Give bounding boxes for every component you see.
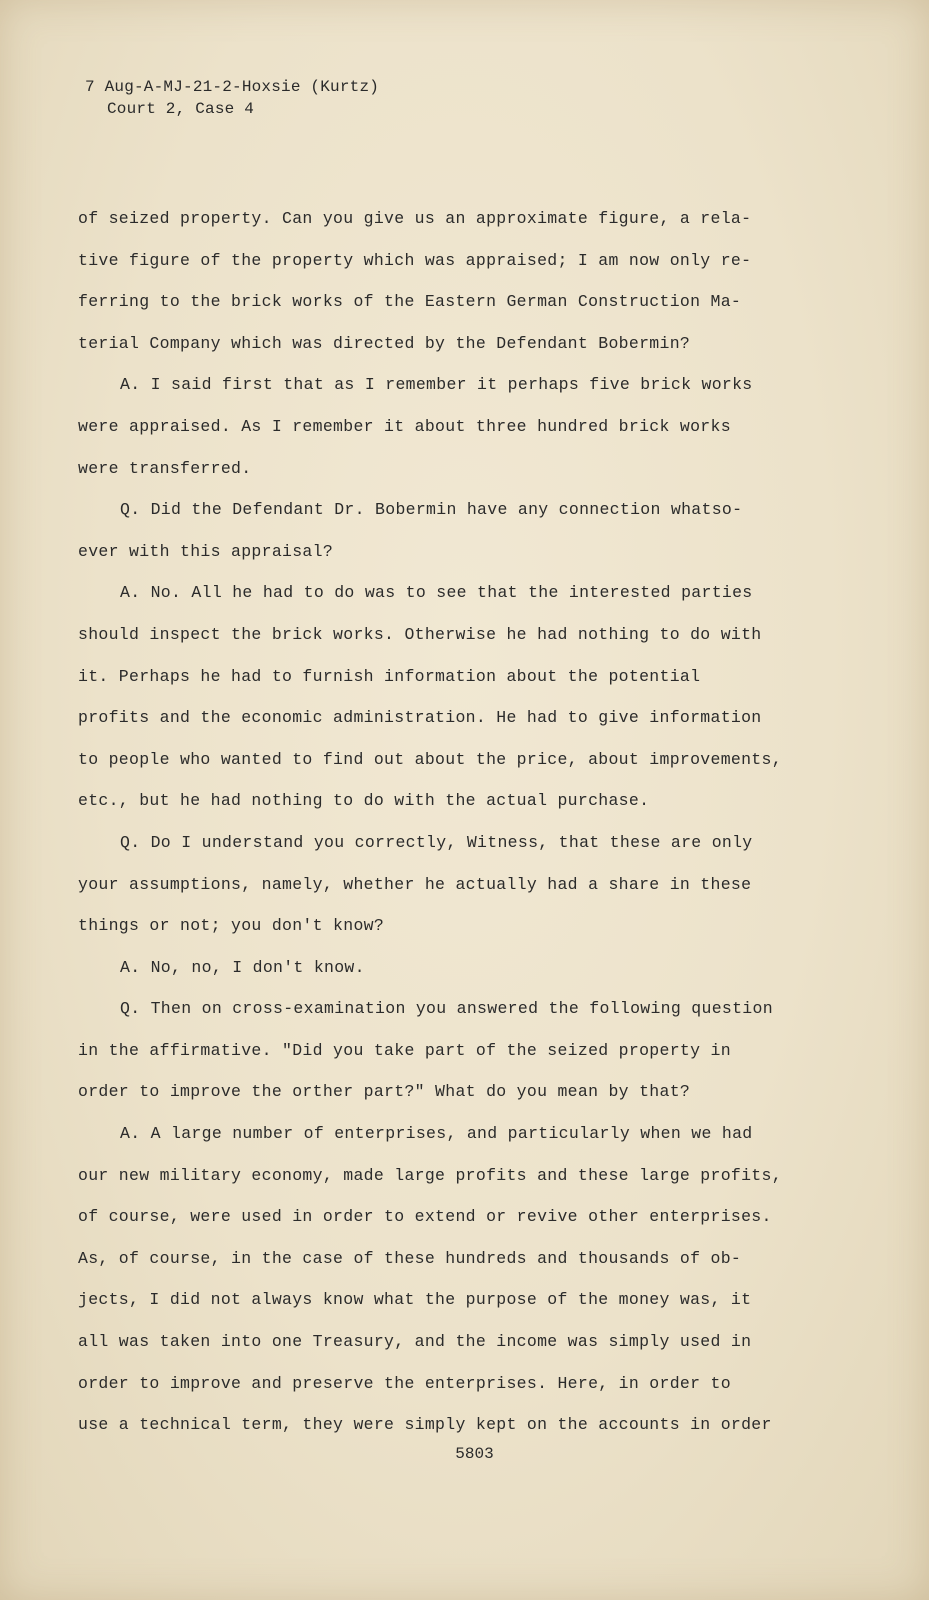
transcript-line: were appraised. As I remember it about three hundred brick works [78,416,731,436]
transcript-line: order to improve the orther part?" What do you mean by that? [78,1082,691,1102]
transcript-line: all was taken into one Treasury, and the income was simply used in [78,1332,752,1352]
document-header [85,76,379,120]
transcript-line: use a technical term, they were simply kept on the accounts in order [78,1415,772,1435]
transcript-line: tive figure of the property which was appraised; I am now only re- [78,250,752,270]
transcript-line: A. I said first that as I remember it perhaps five brick works [120,375,753,395]
transcript-line: it. Perhaps he had to furnish information about the potential [78,666,701,686]
transcript-line: As, of course, in the case of these hundreds and thousands of ob- [78,1248,742,1268]
transcript-line: your assumptions, namely, whether he actually had a share in these [78,874,752,894]
transcript-line: A. No. All he had to do was to see that the interested parties [120,583,753,603]
transcript-line: of course, were used in order to extend or revive other enterprises. [78,1207,772,1227]
transcript-line: ferring to the brick works of the Eastern German Construction Ma- [78,292,742,312]
page-number: 5803 [455,1445,494,1463]
transcript-line: were transferred. [78,458,252,478]
transcript-line: terial Company which was directed by the Defendant Bobermin? [78,333,691,353]
transcript-line: our new military economy, made large profits and these large profits, [78,1165,782,1185]
transcript-line: Q. Then on cross-examination you answered the following question [120,999,773,1019]
transcript-line: should inspect the brick works. Otherwise he had nothing to do with [78,624,762,644]
transcript-line: of seized property. Can you give us an approximate figure, a rela- [78,209,752,228]
transcript-line: etc., but he had nothing to do with the actual purchase. [78,791,650,811]
transcript-body [78,198,798,1446]
transcript-line: to people who wanted to find out about the price, about improvements, [78,749,782,769]
transcript-line: order to improve and preserve the enterprises. Here, in order to [78,1373,731,1393]
header-line-2: Court 2, Case 4 [107,100,255,118]
transcript-line: ever with this appraisal? [78,541,334,561]
transcript-line: things or not; you don't know? [78,916,385,936]
transcript-line: Q. Do I understand you correctly, Witness, that these are only [120,832,753,852]
transcript-line: profits and the economic administration. He had to give information [78,708,762,728]
transcript-line: jects, I did not always know what the purpose of the money was, it [78,1290,752,1310]
transcript-line: A. A large number of enterprises, and particularly when we had [120,1124,753,1144]
transcript-line: in the affirmative. "Did you take part of the seized property in [78,1040,731,1060]
transcript-line: A. No, no, I don't know. [120,957,365,977]
transcript-line: Q. Did the Defendant Dr. Bobermin have any connection whatso- [120,500,743,520]
header-line-1: 7 Aug-A-MJ-21-2-Hoxsie (Kurtz) [85,78,380,96]
